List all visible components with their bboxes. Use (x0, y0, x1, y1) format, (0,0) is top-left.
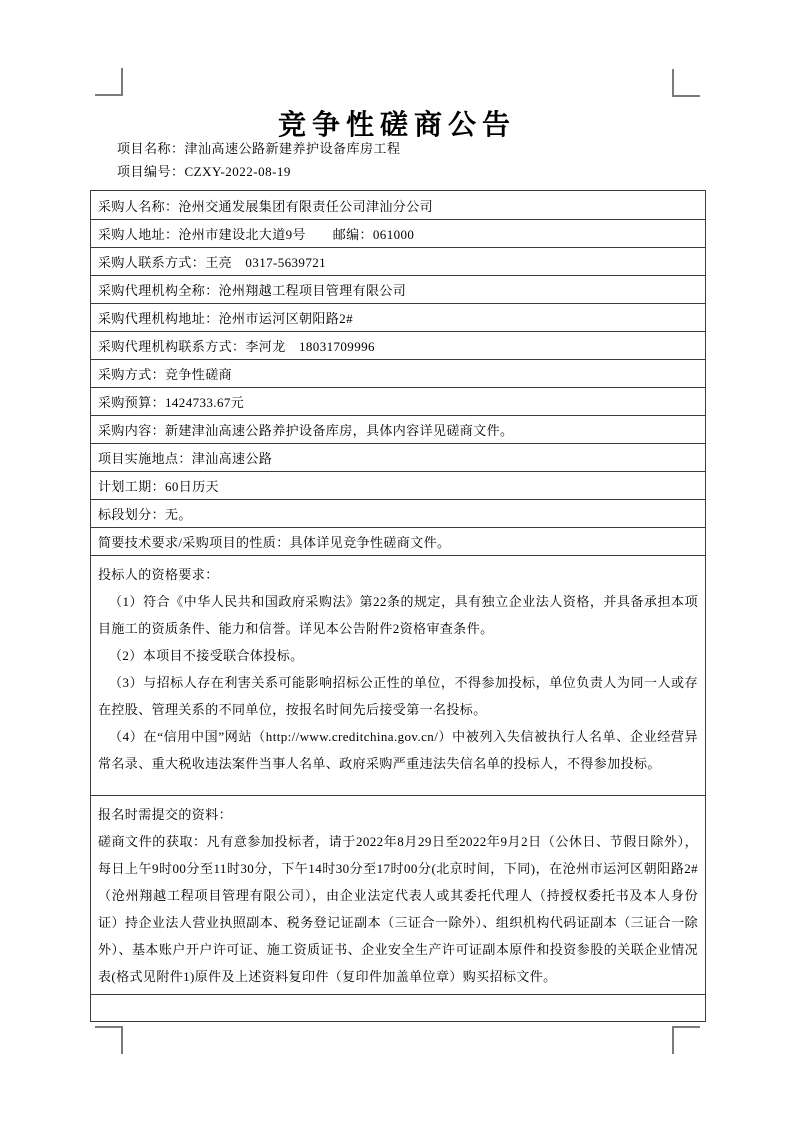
row-paragraph: 报名时需提交的资料： (98, 807, 233, 822)
table-row (91, 443, 705, 471)
row-paragraph: 采购预算：1424733.67元 (98, 395, 245, 410)
row-paragraph: 采购方式：竞争性磋商 (98, 367, 233, 382)
row-paragraph: 采购内容：新建津汕高速公路养护设备库房，具体内容详见磋商文件。 (98, 423, 514, 438)
row-paragraph: 投标人的资格要求： (98, 567, 219, 582)
table-row (91, 387, 705, 415)
table-row (91, 555, 705, 795)
row-paragraph: 采购人名称：沧州交通发展集团有限责任公司津汕分公司 (98, 198, 434, 214)
row-paragraph: 项目实施地点：津汕高速公路 (98, 451, 273, 466)
table-row (91, 499, 705, 527)
crop-mark-bottom-right (672, 1026, 700, 1054)
table-row (91, 527, 705, 555)
row-paragraph: （4）在“信用中国”网站（http://www.creditchina.gov.cn/）中被列入失信被执行人名单、企业经营异常名录、重大税收违法案件当事人名单、政府采购严重违法失信名单的投标人，不得参加投标。 (98, 729, 698, 771)
crop-mark-top-right (672, 69, 700, 97)
info-table (90, 190, 706, 1022)
row-paragraph: （2）本项目不接受联合体投标。 (109, 648, 304, 663)
row-paragraph: （1）符合《中华人民共和国政府采购法》第22条的规定，具有独立企业法人资格，并具备承担本项目施工的资质条件、能力和信誉。详见本公告附件2资格审查条件。 (98, 594, 698, 636)
row-paragraph: 采购代理机构全称：沧州翔越工程项目管理有限公司 (98, 283, 407, 298)
row-paragraph: 采购人地址：沧州市建设北大道9号 邮编：061000 (98, 227, 415, 242)
table-row (91, 994, 705, 1021)
row-paragraph: 采购代理机构地址：沧州市运河区朝阳路2# (98, 311, 354, 326)
table-row (91, 247, 705, 275)
row-paragraph: 计划工期：60日历天 (98, 479, 220, 494)
project-name-line: 项目名称：津汕高速公路新建养护设备库房工程 (117, 141, 401, 156)
project-number-line: 项目编号：CZXY-2022-08-19 (117, 164, 291, 179)
crop-mark-top-left (95, 68, 123, 96)
row-paragraph: 标段划分：无。 (98, 507, 192, 522)
row-paragraph: 采购代理机构联系方式：李河龙 18031709996 (98, 339, 375, 354)
row-paragraph: （3）与招标人存在利害关系可能影响招标公正性的单位，不得参加投标，单位负责人为同一人或存在控股、管理关系的不同单位，按报名时间先后接受第一名投标。 (98, 675, 698, 717)
table-row (91, 415, 705, 443)
table-row (91, 275, 705, 303)
table-row (91, 331, 705, 359)
row-paragraph: 磋商文件的获取：凡有意参加投标者，请于2022年8月29日至2022年9月2日（公休日、节假日除外），每日上午9时00分至11时30分，下午14时30分至17时00分(北京时间，下同)，在沧州市运河区朝阳路2#（沧州翔越工程项目管理有限公司），由企业法定代表人或其委托代理人（持授权委托书及本人身份证）持企业法人营业执照副本、税务登记证副本（三证合一除外）、组织机构代码证副本（三证合一除外）、基本账户开户许可证、施工资质证书、企业安全生产许可证副本原件和投资参股的关联企业情况表(格式见附件1)原件及上述资料复印件（复印件加盖单位章）购买招标文件。 (98, 834, 698, 984)
table-row (91, 219, 705, 247)
crop-mark-bottom-left (95, 1026, 123, 1054)
table-row (91, 471, 705, 499)
row-paragraph: 简要技术要求/采购项目的性质：具体详见竞争性磋商文件。 (98, 535, 451, 550)
row-paragraph: 采购人联系方式：王亮 0317-5639721 (98, 255, 327, 270)
table-row (91, 191, 705, 219)
table-row (91, 795, 705, 994)
page-title: 竞争性磋商公告 (277, 109, 516, 141)
project-meta (117, 137, 401, 183)
table-row (91, 303, 705, 331)
table-row (91, 359, 705, 387)
